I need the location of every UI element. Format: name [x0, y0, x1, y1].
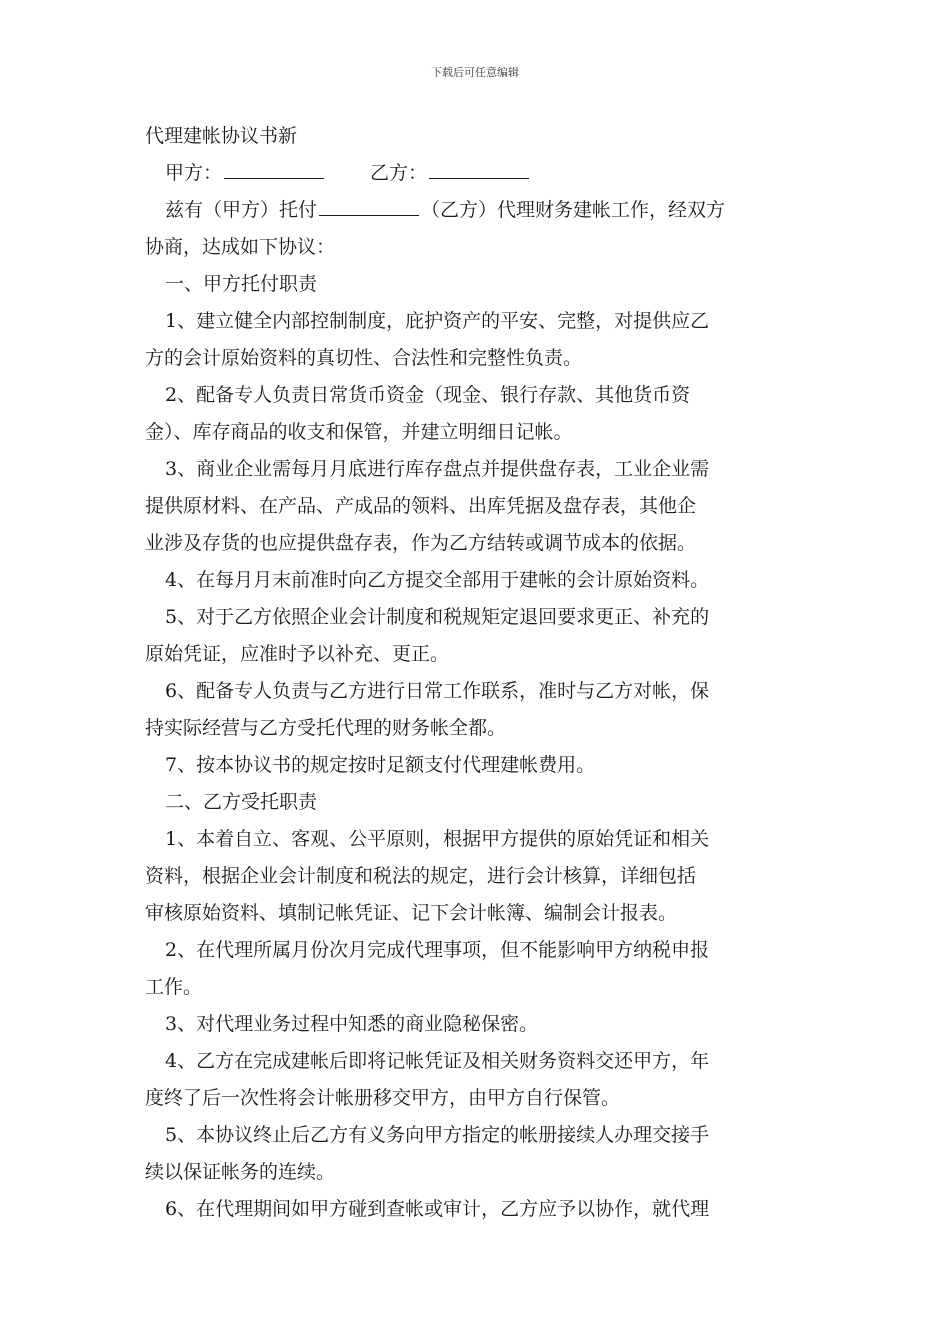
s1-item5-line1: 5、对于乙方依照企业会计制度和税规矩定退回要求更正、补充的	[165, 606, 710, 628]
s2-item1-line3: 审核原始资料、填制记帐凭证、记下会计帐簿、编制会计报表。	[145, 902, 678, 924]
party-b-label: 乙方：	[370, 162, 428, 184]
section-2-title: 二、乙方受托职责	[165, 791, 318, 813]
s2-item3: 3、对代理业务过程中知悉的商业隐秘保密。	[165, 1013, 539, 1035]
s2-item4-line2: 度终了后一次性将会计帐册移交甲方，由甲方自行保管。	[145, 1087, 621, 1109]
document-title: 代理建帐协议书新	[145, 125, 298, 147]
intro-text-2: （乙方）代理财务建帐工作，经双方	[421, 199, 726, 221]
s1-item3-line1: 3、商业企业需每月月底进行库存盘点并提供盘存表，工业企业需	[165, 458, 710, 480]
document-body	[145, 118, 810, 1228]
section-1-title: 一、甲方托付职责	[165, 273, 318, 295]
s2-item1-line2: 资料，根据企业会计制度和税法的规定，进行会计核算，详细包括	[145, 865, 697, 887]
entrusted-party-blank	[319, 196, 419, 216]
s1-item3-line3: 业涉及存货的也应提供盘存表，作为乙方结转或调节成本的依据。	[145, 532, 697, 554]
intro-text-1: 兹有（甲方）托付	[165, 199, 318, 221]
party-a-blank	[224, 159, 324, 179]
s1-item3-line2: 提供原材料、在产品、产成品的领料、出库凭据及盘存表，其他企	[145, 495, 697, 517]
page-header: 下载后可任意编辑	[431, 66, 519, 79]
s2-item2-line1: 2、在代理所属月份次月完成代理事项，但不能影响甲方纳税申报	[165, 939, 710, 961]
s1-item4: 4、在每月月末前准时向乙方提交全部用于建帐的会计原始资料。	[165, 569, 710, 591]
s2-item5-line1: 5、本协议终止后乙方有义务向甲方指定的帐册接续人办理交接手	[165, 1124, 710, 1146]
s1-item6-line2: 持实际经营与乙方受托代理的财务帐全都。	[145, 717, 507, 739]
s2-item4-line1: 4、乙方在完成建帐后即将记帐凭证及相关财务资料交还甲方，年	[165, 1050, 710, 1072]
s2-item5-line2: 续以保证帐务的连续。	[145, 1161, 336, 1183]
parties-line	[145, 155, 810, 192]
s2-item2-line2: 工作。	[145, 976, 203, 998]
intro-paragraph	[145, 192, 810, 229]
s1-item6-line1: 6、配备专人负责与乙方进行日常工作联系，准时与乙方对帐，保	[165, 680, 710, 702]
s1-item1-line1: 1、建立健全内部控制制度，庇护资产的平安、完整，对提供应乙	[165, 310, 710, 332]
intro-continuation: 协商，达成如下协议：	[145, 236, 336, 258]
s1-item2-line1: 2、配备专人负责日常货币资金（现金、银行存款、其他货币资	[165, 384, 691, 406]
party-a-label: 甲方：	[165, 162, 223, 184]
s2-item1-line1: 1、本着自立、客观、公平原则，根据甲方提供的原始凭证和相关	[165, 828, 710, 850]
s1-item7: 7、按本协议书的规定按时足额支付代理建帐费用。	[165, 754, 596, 776]
s1-item5-line2: 原始凭证，应准时予以补充、更正。	[145, 643, 450, 665]
s1-item2-line2: 金）、库存商品的收支和保管，并建立明细日记帐。	[145, 421, 573, 443]
s1-item1-line2: 方的会计原始资料的真切性、合法性和完整性负责。	[145, 347, 583, 369]
party-b-blank	[429, 159, 529, 179]
s2-item6-line1: 6、在代理期间如甲方碰到查帐或审计，乙方应予以协作，就代理	[165, 1198, 710, 1220]
